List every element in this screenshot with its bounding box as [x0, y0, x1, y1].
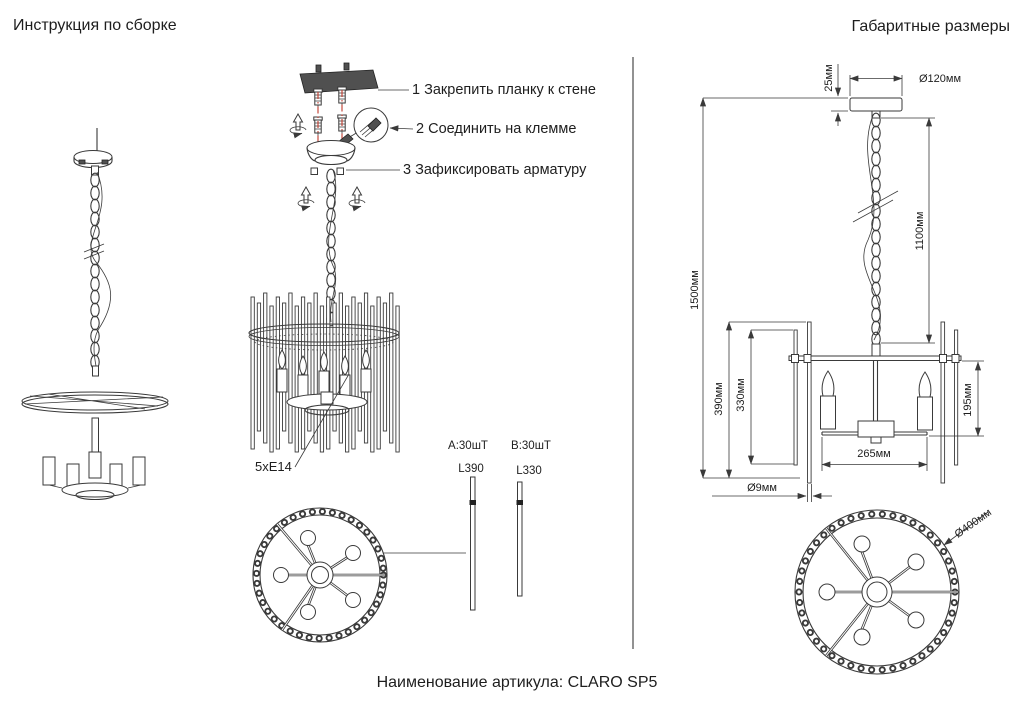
dim-canopy-height-label: 25мм	[823, 64, 835, 92]
candle-bulb	[361, 350, 371, 392]
step-label-2: 2 Соединить на клемме	[416, 121, 577, 137]
page-title-right: Габаритные размеры	[851, 18, 1010, 35]
candle-bulb	[298, 356, 308, 398]
candle-bulb	[319, 352, 329, 394]
rod-a-qty-label: A:30шТ	[448, 440, 488, 452]
rotation-arrow-icon	[349, 187, 365, 207]
candle-bulb	[918, 372, 933, 430]
dimensioned-side-view	[689, 64, 994, 674]
dim-frame-width-label: 265мм	[857, 448, 891, 460]
parts-rods	[383, 440, 551, 610]
bottom-view-middle	[253, 508, 387, 642]
rod-drum	[249, 293, 399, 452]
rotation-arrow-icon	[290, 114, 306, 134]
dim-rod-short-label: 330мм	[735, 378, 747, 412]
candle-bulb	[277, 350, 287, 392]
candle-bulb	[821, 371, 836, 429]
footer-article-label: Наименование артикула: CLARO SP5	[376, 674, 658, 691]
dim-total-height-label: 1500мм	[689, 270, 701, 310]
left-assembled-view	[22, 128, 168, 500]
candle-bulb	[340, 356, 350, 398]
dim-frame-height-label: 195мм	[962, 383, 974, 417]
rod-a-length-label: L390	[458, 463, 484, 475]
page-title-left: Инструкция по сборке	[13, 17, 177, 34]
rotation-arrow-icon	[298, 187, 314, 207]
step-label-1: 1 Закрепить планку к стене	[412, 82, 596, 98]
dim-canopy-diameter-label: Ø120мм	[919, 73, 962, 85]
dim-chain-length-label: 1100мм	[914, 211, 926, 251]
rod-b-qty-label: B:30шТ	[511, 440, 551, 452]
step-label-3: 3 Зафиксировать арматуру	[403, 162, 587, 178]
bottom-view-right	[795, 507, 994, 674]
dim-rod-thickness-label: Ø9мм	[747, 482, 777, 494]
rod-b-length-label: L330	[516, 465, 542, 477]
dim-ring-diameter-label: Ø400мм	[952, 506, 994, 541]
socket-count-label: 5xE14	[255, 459, 292, 474]
assembly-steps-view	[249, 63, 596, 642]
dim-rod-long-label: 390мм	[713, 382, 725, 416]
